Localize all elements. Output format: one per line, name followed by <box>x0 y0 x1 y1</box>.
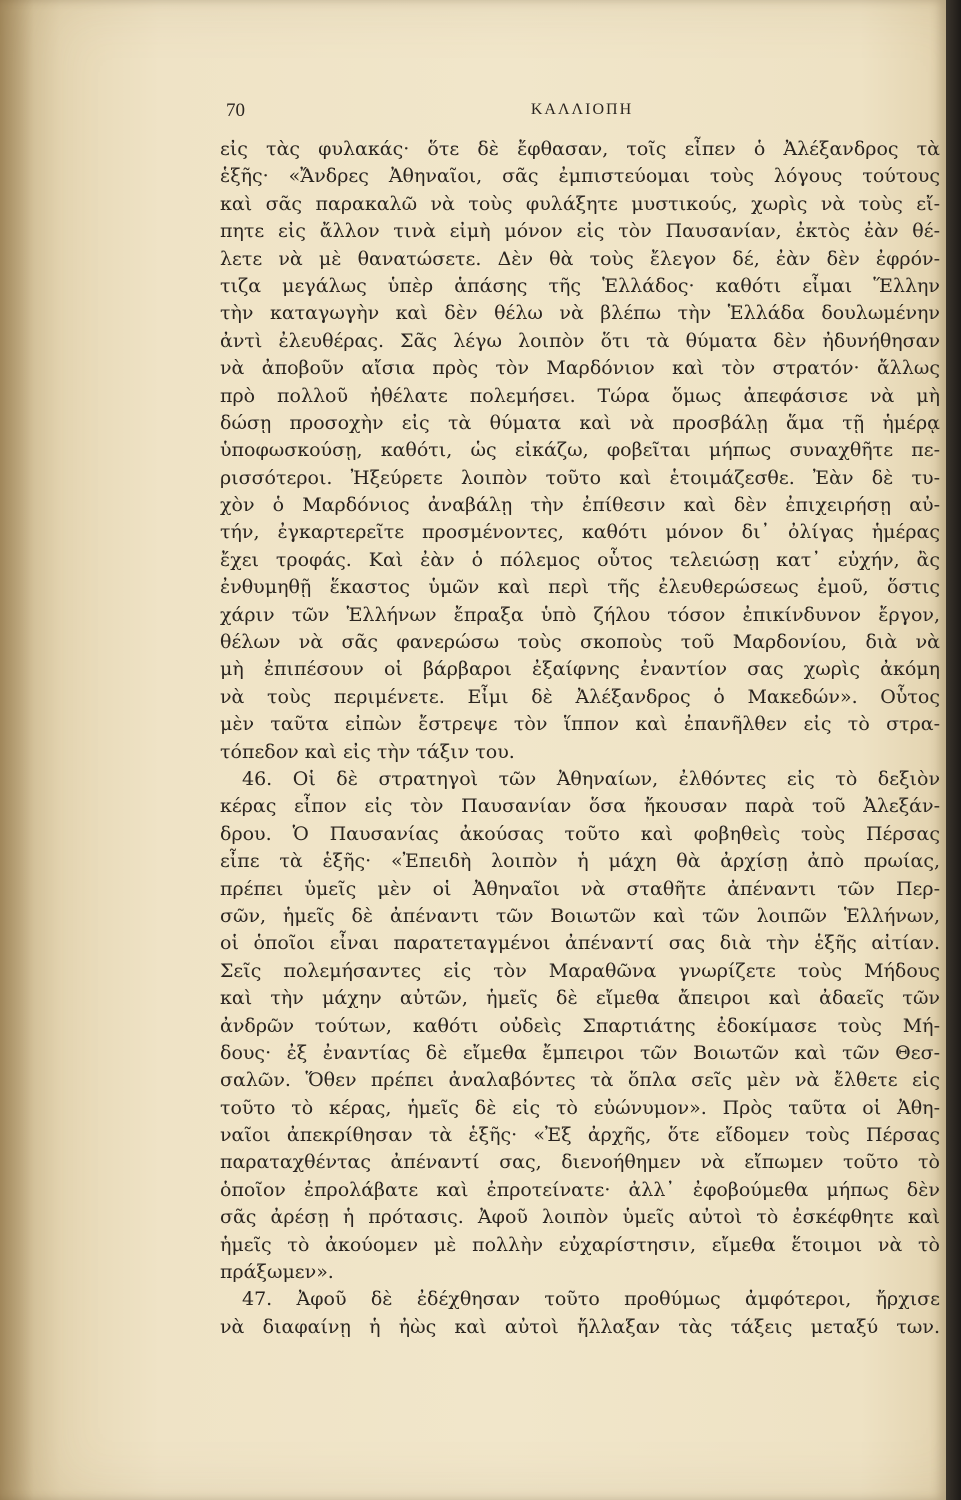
text-line: ὁποῖον ἐπρολάβατε καὶ ἐπροτείνατε· ἀλλ᾽ ἐφοβούμεθα μήπως δὲν <box>220 1178 940 1201</box>
text-line: εἰς τὰς φυλακάς· ὅτε δὲ ἔφθασαν, τοῖς εἶπεν ὁ Ἀλέξανδρος τὰ <box>220 138 940 160</box>
text-line: πρέπει ὑμεῖς μὲν οἱ Ἀθηναῖοι νὰ σταθῆτε ἀπέναντι τῶν Περ- <box>220 877 940 900</box>
text-line: πρὸ πολλοῦ ἠθέλατε πολεμήσει. Τώρα ὅμως ἀπεφάσισε νὰ μὴ <box>220 384 940 407</box>
text-line: καὶ σᾶς παρακαλῶ νὰ τοὺς φυλάξητε μυστικούς, χωρὶς νὰ τοὺς εἴ- <box>220 192 940 215</box>
text-line: ρισσότεροι. Ἠξεύρετε λοιπὸν τοῦτο καὶ ἑτοιμάζεσθε. Ἐὰν δὲ τυ- <box>220 466 940 489</box>
text-line: χάριν τῶν Ἑλλήνων ἔπραξα ὑπὸ ζήλου τόσον ἐπικίνδυνον ἔργον, <box>220 603 940 626</box>
text-line: ἔχει τροφάς. Καὶ ἐὰν ὁ πόλεμος οὗτος τελειώσῃ κατ᾽ εὐχήν, ἂς <box>220 548 940 571</box>
text-line: νὰ διαφαίνῃ ἡ ἠὼς καὶ αὐτοὶ ἤλλαξαν τὰς τάξεις μεταξύ των. <box>220 1315 940 1338</box>
text-line: ἑξῆς· «Ἄνδρες Ἀθηναῖοι, σᾶς ἐμπιστεύομαι τοὺς λόγους τούτους <box>220 165 940 188</box>
page-number: 70 <box>226 100 245 121</box>
text-line: Σεῖς πολεμήσαντες εἰς τὸν Μαραθῶνα γνωρίζετε τοὺς Μήδους <box>220 959 940 982</box>
text-line: καὶ τὴν μάχην αὐτῶν, ἡμεῖς δὲ εἴμεθα ἄπειροι καὶ ἀδαεῖς τῶν <box>220 987 940 1010</box>
text-line: νὰ τοὺς περιμένετε. Εἶμι δὲ Ἀλέξανδρος ὁ Μακεδών». Οὗτος <box>220 685 940 708</box>
text-line: μὴ ἐπιπέσουν οἱ βάρβαροι ἐξαίφνης ἐναντίον σας χωρὶς ἀκόμη <box>220 658 940 681</box>
text-line: ὑποφωσκούσῃ, καθότι, ὡς εἰκάζω, φοβεῖται μήπως συναχθῆτε πε- <box>220 439 940 462</box>
text-line: ἡμεῖς τὸ ἀκούομεν μὲ πολλὴν εὐχαρίστησιν, εἴμεθα ἕτοιμοι νὰ τὸ <box>220 1233 940 1256</box>
text-line: τὴν καταγωγὴν καὶ δὲν θέλω νὰ βλέπω τὴν Ἑλλάδα δουλωμένην <box>220 302 940 325</box>
text-line: ἐνθυμηθῇ ἕκαστος ὑμῶν καὶ περὶ τῆς ἐλευθερώσεως ἐμοῦ, ὅστις <box>220 576 940 599</box>
text-line: σῶν, ἡμεῖς δὲ ἀπέναντι τῶν Βοιωτῶν καὶ τῶν λοιπῶν Ἑλλήνων, <box>220 904 940 927</box>
paragraph-start-47: 47. Ἀφοῦ δὲ ἐδέχθησαν τοῦτο προθύμως ἀμφότεροι, ἤρχισε <box>242 1288 940 1311</box>
text-line: λετε νὰ μὲ θανατώσετε. Δὲν θὰ τοὺς ἔλεγον δέ, ἐὰν δὲν ἐφρόν- <box>220 247 940 270</box>
text-line: κέρας εἶπον εἰς τὸν Παυσανίαν ὅσα ἤκουσαν παρὰ τοῦ Ἀλεξάν- <box>220 795 940 818</box>
text-line: ἀνδρῶν τούτων, καθότι οὐδεὶς Σπαρτιάτης ἐδοκίμασε τοὺς Μή- <box>220 1014 940 1037</box>
body-text <box>220 136 940 1341</box>
text-line: πητε εἰς ἄλλον τινὰ εἰμὴ μόνον εἰς τὸν Παυσανίαν, ἐκτὸς ἐὰν θέ- <box>220 220 940 243</box>
text-line: δώσῃ προσοχὴν εἰς τὰ θύματα καὶ νὰ προσβάλῃ ἅμα τῇ ἡμέρᾳ <box>220 411 940 434</box>
book-cover-edge <box>946 0 961 1500</box>
text-line: δους· ἐξ ἐναντίας δὲ εἴμεθα ἔμπειροι τῶν Βοιωτῶν καὶ τῶν Θεσ- <box>220 1041 940 1064</box>
text-line: σαλῶν. Ὅθεν πρέπει ἀναλαβόντες τὰ ὅπλα σεῖς μὲν νὰ ἔλθετε εἰς <box>220 1069 940 1092</box>
page-header <box>226 100 938 126</box>
text-line: μὲν ταῦτα εἰπὼν ἔστρεψε τὸν ἵππον καὶ ἐπανῆλθεν εἰς τὸ στρα- <box>220 713 940 736</box>
text-line: θέλων νὰ σᾶς φανερώσω τοὺς σκοποὺς τοῦ Μαρδονίου, διὰ νὰ <box>220 631 940 654</box>
text-line: τόπεδον καὶ εἰς τὴν τάξιν του. <box>220 740 515 763</box>
text-line: δρου. Ὁ Παυσανίας ἀκούσας τοῦτο καὶ φοβηθεὶς τοὺς Πέρσας <box>220 822 940 845</box>
text-line: πράξωμεν». <box>220 1261 334 1284</box>
text-line: τιζα μεγάλως ὑπὲρ ἁπάσης τῆς Ἑλλάδος· καθότι εἶμαι Ἕλλην <box>220 274 940 297</box>
text-line: εἶπε τὰ ἑξῆς· «Ἐπειδὴ λοιπὸν ἡ μάχη θὰ ἀρχίσῃ ἀπὸ πρωίας, <box>220 850 940 873</box>
text-line: οἱ ὁποῖοι εἶναι παρατεταγμένοι ἀπέναντί σας διὰ τὴν ἑξῆς αἰτίαν. <box>220 932 940 955</box>
running-title: ΚΑΛΛΙΟΠΗ <box>530 101 634 118</box>
paragraph-start-46: 46. Οἱ δὲ στρατηγοὶ τῶν Ἀθηναίων, ἐλθόντες εἰς τὸ δεξιὸν <box>242 767 940 790</box>
text-line: ναῖοι ἀπεκρίθησαν τὰ ἑξῆς· «Ἐξ ἀρχῆς, ὅτε εἴδομεν τοὺς Πέρσας <box>220 1124 940 1147</box>
page-gutter-shadow <box>0 0 34 1500</box>
text-line: τοῦτο τὸ κέρας, ἡμεῖς δὲ εἰς τὸ εὐώνυμον». Πρὸς ταῦτα οἱ Ἀθη- <box>220 1096 940 1119</box>
text-line: παραταχθέντας ἀπέναντί σας, διενοήθημεν νὰ εἴπωμεν τοῦτο τὸ <box>220 1151 940 1174</box>
text-line: σᾶς ἀρέσῃ ἡ πρότασις. Ἀφοῦ λοιπὸν ὑμεῖς αὐτοὶ τὸ ἐσκέφθητε καὶ <box>220 1206 940 1229</box>
text-line: ἀντὶ ἐλευθέρας. Σᾶς λέγω λοιπὸν ὅτι τὰ θύματα δὲν ἠδυνήθησαν <box>220 329 940 352</box>
text-line: νὰ ἀποβοῦν αἴσια πρὸς τὸν Μαρδόνιον καὶ τὸν στρατόν· ἄλλως <box>220 357 940 380</box>
text-line: τήν, ἐγκαρτερεῖτε προσμένοντες, καθότι μόνον δι᾽ ὀλίγας ἡμέρας <box>220 521 940 544</box>
text-line: χὸν ὁ Μαρδόνιος ἀναβάλῃ τὴν ἐπίθεσιν καὶ δὲν ἐπιχειρήσῃ αὐ- <box>220 494 940 517</box>
